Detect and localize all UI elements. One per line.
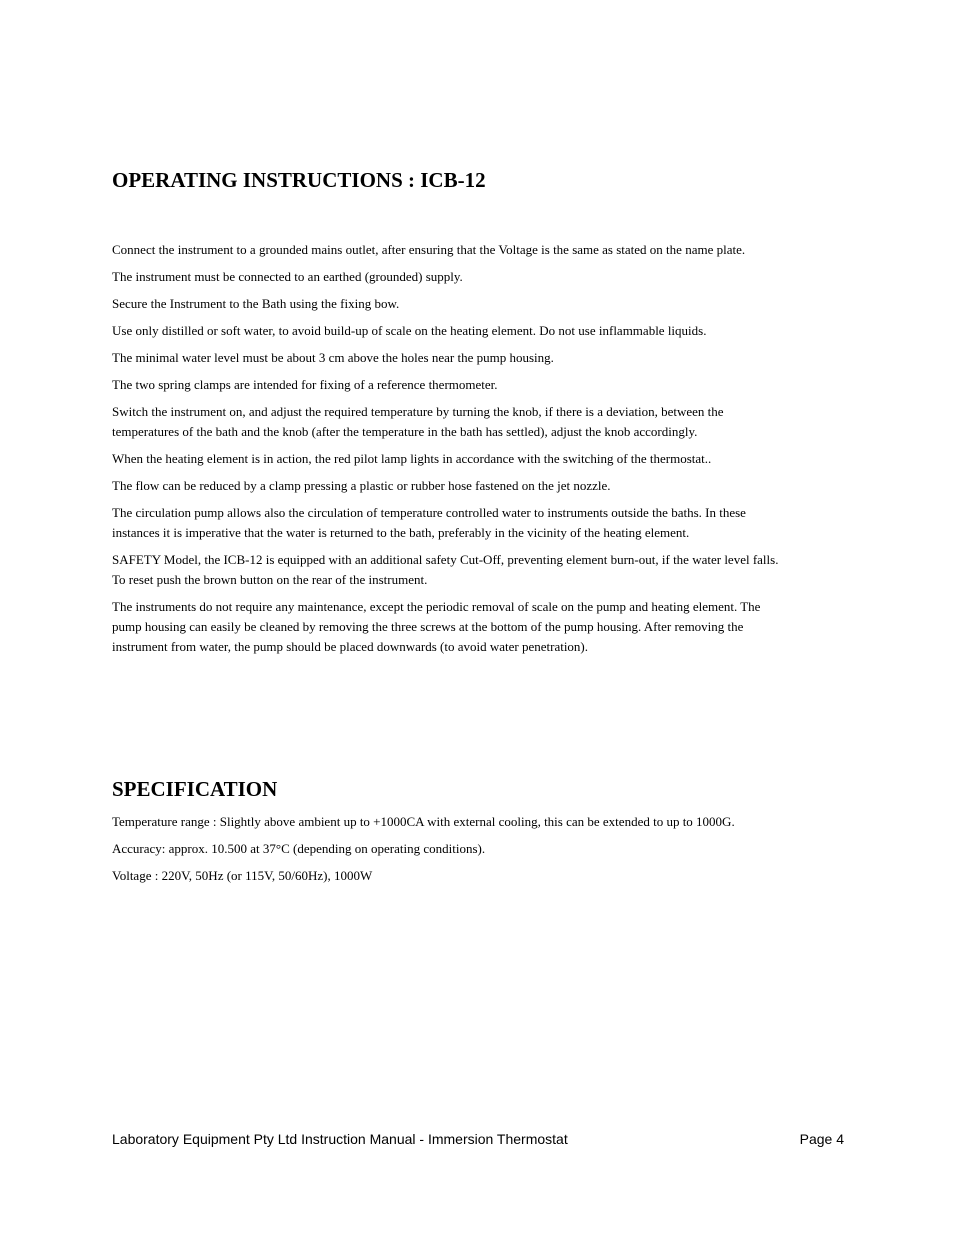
specification-paragraph	[112, 839, 847, 859]
paragraph-line: SAFETY Model, the ICB-12 is equipped with an additional safety Cut-Off, preventing element burn-out, if the water level falls.	[112, 552, 779, 567]
operating-paragraph	[112, 267, 847, 287]
paragraph-line: Temperature range : Slightly above ambient up to +1000CA with external cooling, this can be extended to up to 1000G.	[112, 814, 735, 829]
paragraph-line: When the heating element is in action, the red pilot lamp lights in accordance with the switching of the thermostat..	[112, 451, 712, 466]
paragraph-line: The flow can be reduced by a clamp pressing a plastic or rubber hose fastened on the jet nozzle.	[112, 478, 611, 493]
footer-document-title: Laboratory Equipment Pty Ltd Instruction Manual - Immersion Thermostat	[112, 1131, 568, 1147]
operating-instructions-body	[112, 240, 847, 664]
operating-paragraph	[112, 402, 847, 442]
paragraph-line: To reset push the brown button on the rear of the instrument.	[112, 572, 428, 587]
paragraph-line: The two spring clamps are intended for fixing of a reference thermometer.	[112, 377, 498, 392]
paragraph-line: The minimal water level must be about 3 cm above the holes near the pump housing.	[112, 350, 554, 365]
operating-paragraph	[112, 348, 847, 368]
operating-paragraph	[112, 503, 847, 543]
paragraph-line: Switch the instrument on, and adjust the required temperature by turning the knob, if there is a deviation, between the	[112, 404, 724, 419]
paragraph-line: Connect the instrument to a grounded mains outlet, after ensuring that the Voltage is the same as stated on the name plate.	[112, 242, 746, 257]
operating-paragraph	[112, 449, 847, 469]
operating-paragraph	[112, 375, 847, 395]
operating-paragraph	[112, 550, 847, 590]
operating-instructions-heading: OPERATING INSTRUCTIONS : ICB-12	[112, 168, 486, 192]
paragraph-line: Use only distilled or soft water, to avoid build-up of scale on the heating element. Do not use inflammable liquids.	[112, 323, 707, 338]
paragraph-line: pump housing can easily be cleaned by removing the three screws at the bottom of the pump housing. After removing the	[112, 619, 744, 634]
paragraph-line: The circulation pump allows also the circulation of temperature controlled water to instruments outside the baths. In these	[112, 505, 746, 520]
specification-heading: SPECIFICATION	[112, 777, 278, 801]
operating-paragraph	[112, 476, 847, 496]
specification-paragraph	[112, 866, 847, 886]
operating-paragraph	[112, 597, 847, 657]
paragraph-line: Secure the Instrument to the Bath using the fixing bow.	[112, 296, 400, 311]
paragraph-line: instances it is imperative that the water is returned to the bath, preferably in the vicinity of the heating element.	[112, 525, 690, 540]
paragraph-line: instrument from water, the pump should be placed downwards (to avoid water penetration).	[112, 639, 589, 654]
specification-body	[112, 812, 847, 893]
operating-paragraph	[112, 321, 847, 341]
operating-paragraph	[112, 294, 847, 314]
operating-paragraph	[112, 240, 847, 260]
specification-paragraph	[112, 812, 847, 832]
paragraph-line: Accuracy: approx. 10.500 at 37°C (depending on operating conditions).	[112, 841, 486, 856]
paragraph-line: The instrument must be connected to an earthed (grounded) supply.	[112, 269, 463, 284]
paragraph-line: The instruments do not require any maintenance, except the periodic removal of scale on the pump and heating element. The	[112, 599, 761, 614]
paragraph-line: temperatures of the bath and the knob (after the temperature in the bath has settled), adjust the knob accordingly.	[112, 424, 698, 439]
paragraph-line: Voltage : 220V, 50Hz (or 115V, 50/60Hz), 1000W	[112, 868, 373, 883]
page-footer	[112, 1130, 844, 1148]
footer-page-number: Page 4	[799, 1131, 844, 1147]
